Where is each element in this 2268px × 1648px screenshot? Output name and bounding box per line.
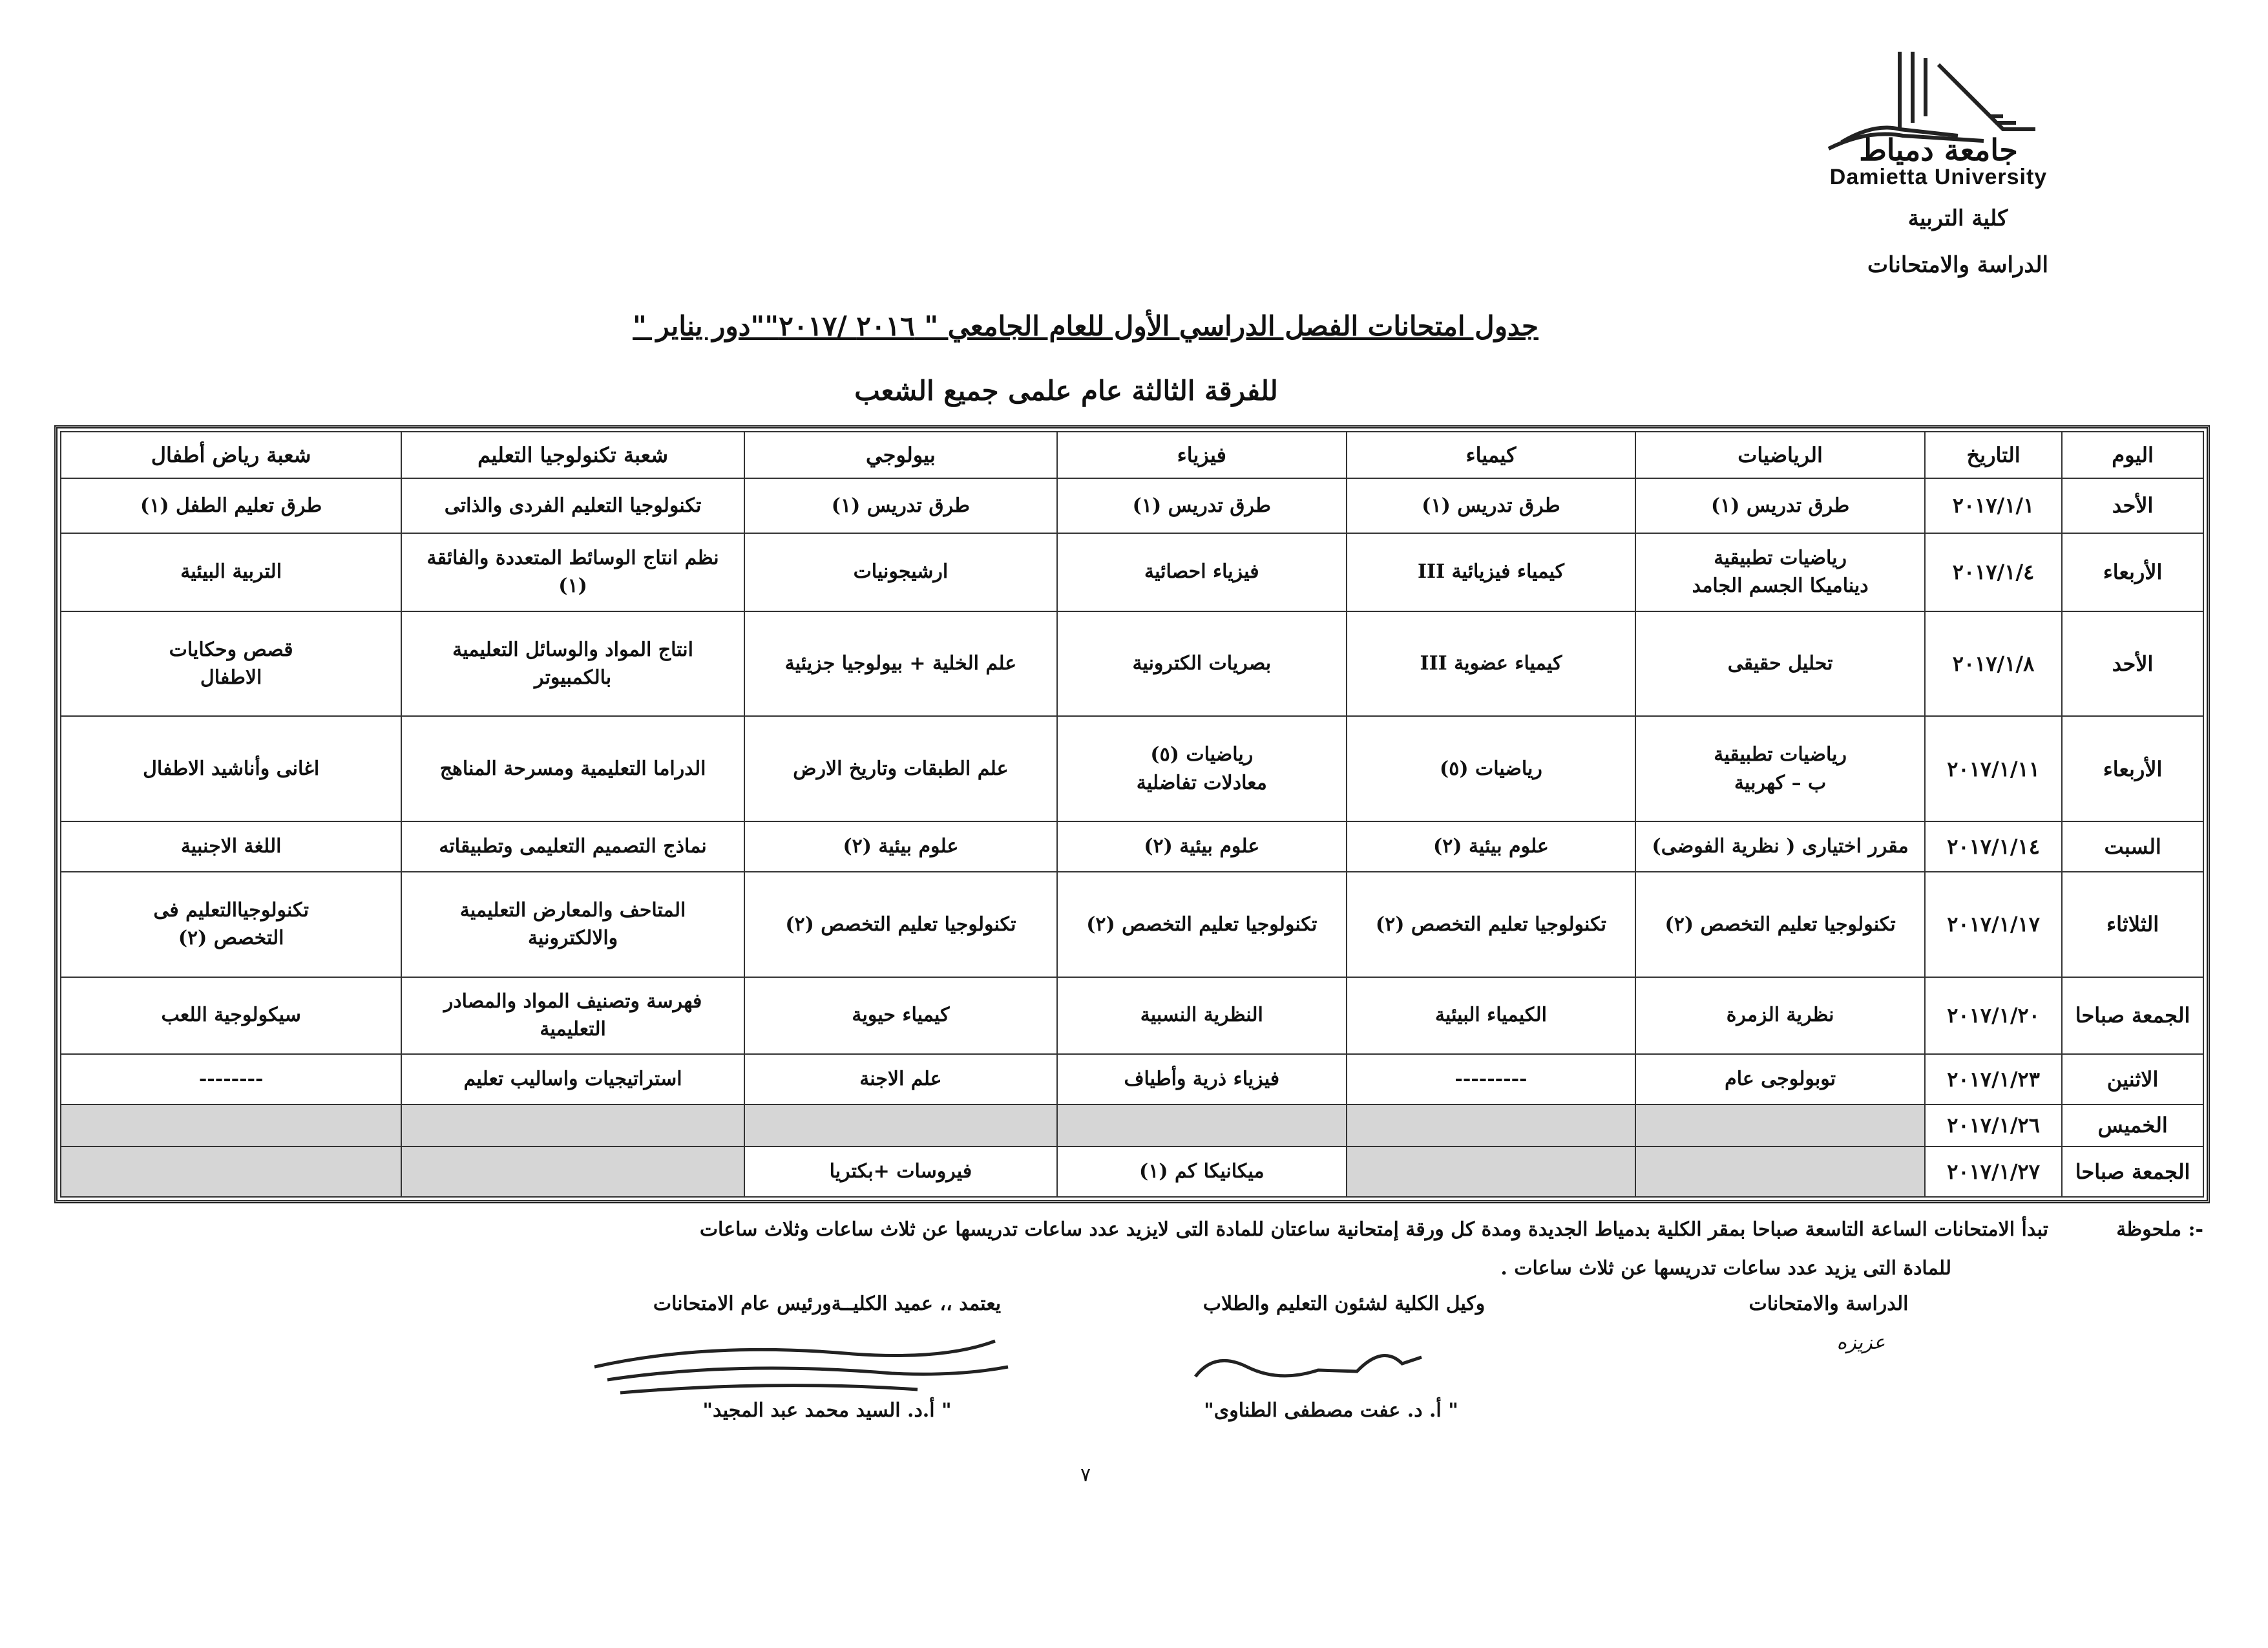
cell-chem: علوم بيئية (٢)	[1347, 821, 1636, 872]
university-name-arabic: جامعة دمياط	[1859, 132, 2018, 167]
cell-day: الأربعاء	[2062, 533, 2203, 611]
cell-day: الاثنين	[2062, 1054, 2203, 1104]
header-date: التاريخ	[1925, 432, 2062, 478]
signature-vice-dean-name: " أ. د. عفت مصطفى الطناوى"	[1204, 1399, 1458, 1422]
table-header-row	[61, 432, 2203, 478]
cell-chem	[1347, 1146, 1636, 1197]
table-body	[61, 478, 2203, 1197]
signature-vice-dean-label: وكيل الكلية لشئون التعليم والطلاب	[1202, 1293, 1486, 1315]
cell-phys: فيزياء ذرية وأطياف	[1057, 1054, 1347, 1104]
cell-bio: تكنولوجيا تعليم التخصص (٢)	[744, 872, 1057, 977]
cell-bio: ارشيجونيات	[744, 533, 1057, 611]
cell-date: ٢٠١٧/١/١١	[1925, 716, 2062, 821]
cell-tech: فهرسة وتصنيف المواد والمصادر التعليمية	[401, 977, 744, 1054]
cell-math: طرق تدريس (١)	[1635, 478, 1925, 533]
cell-tech: المتاحف والمعارض التعليمية والالكترونية	[401, 872, 744, 977]
cell-phys: رياضيات (٥) معادلات تفاضلية	[1057, 716, 1347, 821]
faculty-name: كلية التربية	[1907, 206, 2008, 231]
cell-phys: النظرية النسبية	[1057, 977, 1347, 1054]
cell-chem: كيمياء فيزيائية III	[1347, 533, 1636, 611]
cell-math: تكنولوجيا تعليم التخصص (٢)	[1635, 872, 1925, 977]
cell-date: ٢٠١٧/١/٨	[1925, 611, 2062, 717]
cell-bio: علوم بيئية (٢)	[744, 821, 1057, 872]
cell-math: رياضيات تطبيقية ب – كهربية	[1635, 716, 1925, 821]
cell-day: الأحد	[2062, 478, 2203, 533]
cell-tech	[401, 1146, 744, 1197]
table-row	[61, 1146, 2203, 1197]
cell-tech: الدراما التعليمية ومسرحة المناهج	[401, 716, 744, 821]
cell-phys	[1057, 1104, 1347, 1146]
note-line-1: تبدأ الامتحانات الساعة التاسعة صباحا بمقر الكلية بدمياط الجديدة ومدة كل ورقة إمتحانية ساعتان للمادة التى لايزيد عدد ساعات تدريسها عن ثلاث ساعات وثلاث ساعات	[699, 1218, 2048, 1241]
page-number: ٧	[1080, 1464, 1091, 1486]
cell-chem: ---------	[1347, 1054, 1636, 1104]
cell-day: الجمعة صباحا	[2062, 977, 2203, 1054]
cell-phys: علوم بيئية (٢)	[1057, 821, 1347, 872]
cell-date: ٢٠١٧/١/١٧	[1925, 872, 2062, 977]
cell-bio: طرق تدريس (١)	[744, 478, 1057, 533]
cell-date: ٢٠١٧/١/٢٦	[1925, 1104, 2062, 1146]
cell-bio	[744, 1104, 1057, 1146]
cell-kg: التربية البيئية	[61, 533, 401, 611]
cell-tech: انتاج المواد والوسائل التعليمية بالكمبيوتر	[401, 611, 744, 717]
signature-studies-handwriting: عزيزه	[1836, 1331, 1885, 1354]
cell-day: الجمعة صباحا	[2062, 1146, 2203, 1197]
note-label: ملحوظة :-	[2116, 1218, 2203, 1241]
header-bio: بيولوجي	[744, 432, 1057, 478]
cell-tech: استراتيجيات واساليب تعليم	[401, 1054, 744, 1104]
cell-math: رياضيات تطبيقية ديناميكا الجسم الجامد	[1635, 533, 1925, 611]
cell-kg: طرق تعليم الطفل (١)	[61, 478, 401, 533]
cell-kg: --------	[61, 1054, 401, 1104]
cell-chem: الكيمياء البيئية	[1347, 977, 1636, 1054]
cell-day: السبت	[2062, 821, 2203, 872]
table-row	[61, 1104, 2203, 1146]
exam-schedule-table	[60, 431, 2204, 1198]
cell-kg	[61, 1104, 401, 1146]
cell-tech: نماذج التصميم التعليمى وتطبيقاته	[401, 821, 744, 872]
cell-chem: كيمياء عضوية III	[1347, 611, 1636, 717]
cell-kg: قصص وحكايات الاطفال	[61, 611, 401, 717]
table-row	[61, 977, 2203, 1054]
signature-vice-dean-scribble	[1189, 1331, 1460, 1396]
signature-studies-label: الدراسة والامتحانات	[1748, 1293, 1909, 1315]
cell-kg: سيكولوجية اللعب	[61, 977, 401, 1054]
cell-chem	[1347, 1104, 1636, 1146]
cell-date: ٢٠١٧/١/٢٣	[1925, 1054, 2062, 1104]
cell-bio: علم الاجنة	[744, 1054, 1057, 1104]
cell-math	[1635, 1146, 1925, 1197]
header-day: اليوم	[2062, 432, 2203, 478]
table-row	[61, 872, 2203, 977]
table-row	[61, 478, 2203, 533]
table-row	[61, 716, 2203, 821]
cell-day: الخميس	[2062, 1104, 2203, 1146]
cell-chem: تكنولوجيا تعليم التخصص (٢)	[1347, 872, 1636, 977]
cell-kg: اغانى وأناشيد الاطفال	[61, 716, 401, 821]
cell-day: الأحد	[2062, 611, 2203, 717]
signature-dean-scribble	[582, 1328, 1021, 1406]
cell-bio: كيمياء حيوية	[744, 977, 1057, 1054]
document-subtitle: للفرقة الثالثة عام علمى جميع الشعب	[854, 375, 1278, 407]
cell-day: الثلاثاء	[2062, 872, 2203, 977]
cell-math: مقرر اختيارى ( نظرية الفوضى)	[1635, 821, 1925, 872]
cell-date: ٢٠١٧/١/٤	[1925, 533, 2062, 611]
cell-phys: طرق تدريس (١)	[1057, 478, 1347, 533]
header-tech: شعبة تكنولوجيا التعليم	[401, 432, 744, 478]
cell-chem: رياضيات (٥)	[1347, 716, 1636, 821]
cell-math: نظرية الزمرة	[1635, 977, 1925, 1054]
cell-bio: علم الخلية + بيولوجيا جزيئية	[744, 611, 1057, 717]
cell-phys: ميكانيكا كم (١)	[1057, 1146, 1347, 1197]
cell-date: ٢٠١٧/١/١٤	[1925, 821, 2062, 872]
cell-chem: طرق تدريس (١)	[1347, 478, 1636, 533]
cell-phys: تكنولوجيا تعليم التخصص (٢)	[1057, 872, 1347, 977]
signature-dean-label: يعتمد ،، عميد الكليــةورئيس عام الامتحانات	[653, 1293, 1002, 1315]
header-math: الرياضيات	[1635, 432, 1925, 478]
cell-kg	[61, 1146, 401, 1197]
department-name: الدراسة والامتحانات	[1867, 252, 2048, 278]
cell-phys: فيزياء احصائية	[1057, 533, 1347, 611]
cell-bio: علم الطبقات وتاريخ الارض	[744, 716, 1057, 821]
note-line-2: للمادة التى يزيد عدد ساعات تدريسها عن ثلاث ساعات .	[1500, 1257, 1951, 1280]
header-chem: كيمياء	[1347, 432, 1636, 478]
exam-schedule-table-frame	[54, 425, 2210, 1203]
university-name-english: Damietta University	[1829, 165, 2048, 189]
cell-day: الأربعاء	[2062, 716, 2203, 821]
table-row	[61, 1054, 2203, 1104]
cell-tech: نظم انتاج الوسائط المتعددة والفائقة (١)	[401, 533, 744, 611]
cell-bio: فيروسات +بكتريا	[744, 1146, 1057, 1197]
cell-math: تحليل حقيقى	[1635, 611, 1925, 717]
document-title: جدول امتحانات الفصل الدراسي الأول للعام الجامعي " ٢٠١٦ /٢٠١٧""دور يناير "	[633, 310, 1538, 342]
cell-math: توبولوجى عام	[1635, 1054, 1925, 1104]
header-kg: شعبة رياض أطفال	[61, 432, 401, 478]
cell-date: ٢٠١٧/١/٢٧	[1925, 1146, 2062, 1197]
cell-date: ٢٠١٧/١/٢٠	[1925, 977, 2062, 1054]
cell-kg: اللغة الاجنبية	[61, 821, 401, 872]
cell-kg: تكنولوجياالتعليم فى التخصص (٢)	[61, 872, 401, 977]
cell-tech	[401, 1104, 744, 1146]
table-row	[61, 821, 2203, 872]
signature-dean-name: " أ.د. السيد محمد عبد المجيد"	[702, 1399, 952, 1422]
cell-phys: بصريات الكترونية	[1057, 611, 1347, 717]
cell-tech: تكنولوجيا التعليم الفردى والذاتى	[401, 478, 744, 533]
table-row	[61, 533, 2203, 611]
table-row	[61, 611, 2203, 717]
cell-date: ٢٠١٧/١/١	[1925, 478, 2062, 533]
cell-math	[1635, 1104, 1925, 1146]
header-phys: فيزياء	[1057, 432, 1347, 478]
